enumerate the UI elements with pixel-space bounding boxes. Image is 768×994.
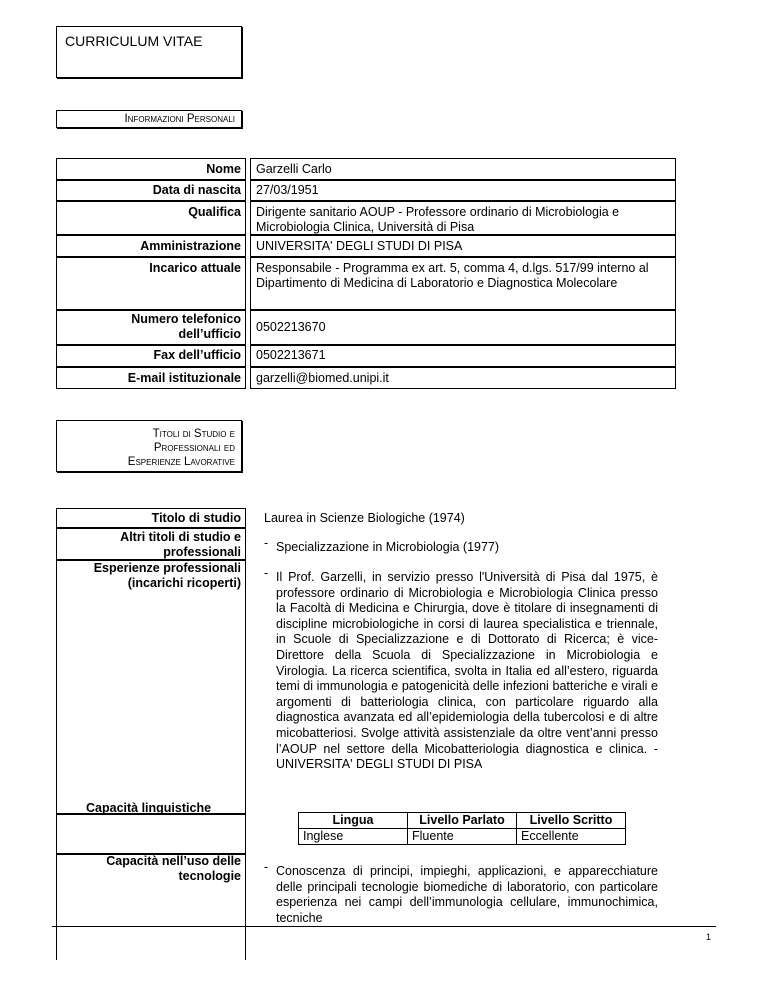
label-nome: Nome (206, 162, 241, 176)
value-esperienze: Il Prof. Garzelli, in servizio presso l'Università di Pisa dal 1975, è professore ordinario di Microbiologia e Microbiologia Clinica presso la Facoltà di Medicina e Chirurgia, dove è titolare di insegnamenti di discipline microbiologiche in corsi di laurea specialistica e triennale, in Scuole di Specializzazione e di Dottorato di Ricerca; è vice-Direttore della Scuola di Specializzazione in Microbiologia e Virologia. La ricerca scientifica, svolta in Italia ed all’estero, riguarda temi di immunologia e patogenicità delle infezioni batteriche e virali e argomenti di batteriologia clinica, con particolare riguardo alla diagnostica avanzata ed all’epidemiologia della tubercolosi e di altre micobatteriosi. Svolge attività assistenziale da oltre vent’anni presso l’AOUP nel settore della Micobatteriologia diagnostica e clinica. - UNIVERSITA' DEGLI STUDI DI PISA (276, 570, 658, 772)
label-fax: Fax dell’ufficio (153, 348, 241, 362)
value-email: garzelli@biomed.unipi.it (256, 371, 389, 385)
value-incarico: Responsabile - Programma ex art. 5, comma 4, d.lgs. 517/99 interno al Dipartimento di Medicina di Laboratorio e Diagnostica Molecolare (256, 261, 649, 290)
label-lingue: Capacità linguistiche (86, 801, 212, 815)
studies-section-box (56, 420, 242, 472)
footer-rule (52, 926, 716, 927)
lang-name: Inglese (299, 829, 408, 845)
page-number: 1 (706, 932, 712, 942)
value-titolo: Laurea in Scienze Biologiche (1974) (264, 511, 465, 525)
label-altri: Altri titoli di studio e professionali (120, 530, 241, 559)
value-fax: 0502213671 (256, 348, 326, 362)
label-nascita: Data di nascita (152, 183, 241, 197)
languages-table (298, 812, 626, 845)
cv-title: CURRICULUM VITAE (65, 33, 203, 49)
label-telefono: Numero telefonico dell’ufficio (131, 312, 241, 341)
value-amministrazione: UNIVERSITA' DEGLI STUDI DI PISA (256, 239, 463, 253)
studies-section-title: Titoli di Studio e Professionali ed Esperienze Lavorative (127, 428, 235, 468)
languages-row (299, 829, 626, 845)
label-qualifica: Qualifica (188, 205, 241, 219)
studies-left-column-4 (56, 814, 246, 854)
studies-left-column-3 (56, 560, 246, 814)
dash-altri: - (264, 536, 269, 550)
value-nome: Garzelli Carlo (256, 162, 332, 176)
label-tecnologie: Capacità nell’uso delle tecnologie (106, 854, 241, 883)
personal-section-box (56, 110, 242, 128)
value-tecnologie: Conoscenza di principi, impieghi, applicazioni, e apparecchiature delle principali tecnologie biomediche di laboratorio, con particolare esperienza nei campi dell’immunologia cellulare, immunochimica, tecniche (276, 864, 658, 925)
value-qualifica: Dirigente sanitario AOUP - Professore ordinario di Microbiologia e Microbiologia Clinica, Università di Pisa (256, 205, 620, 234)
lang-parlato: Fluente (408, 829, 517, 845)
cv-title-box (56, 26, 242, 78)
label-incarico: Incarico attuale (149, 261, 241, 275)
dash-esperienze: - (264, 566, 269, 580)
value-nascita: 27/03/1951 (256, 183, 319, 197)
lang-scritto: Eccellente (517, 829, 626, 845)
lang-col-lingua: Lingua (299, 813, 408, 829)
languages-header-row (299, 813, 626, 829)
label-amministrazione: Amministrazione (140, 239, 241, 253)
languages-table-wrap (298, 812, 626, 845)
value-altri: Specializzazione in Microbiologia (1977) (276, 540, 500, 554)
label-email: E-mail istituzionale (127, 371, 241, 385)
lang-col-parlato: Livello Parlato (408, 813, 517, 829)
value-telefono: 0502213670 (256, 320, 326, 334)
lang-col-scritto: Livello Scritto (517, 813, 626, 829)
personal-section-title: Informazioni Personali (124, 113, 235, 125)
label-titolo: Titolo di studio (151, 511, 241, 525)
dash-tecnologie: - (264, 860, 269, 874)
label-esperienze: Esperienze professionali (incarichi ricoperti) (93, 561, 241, 590)
